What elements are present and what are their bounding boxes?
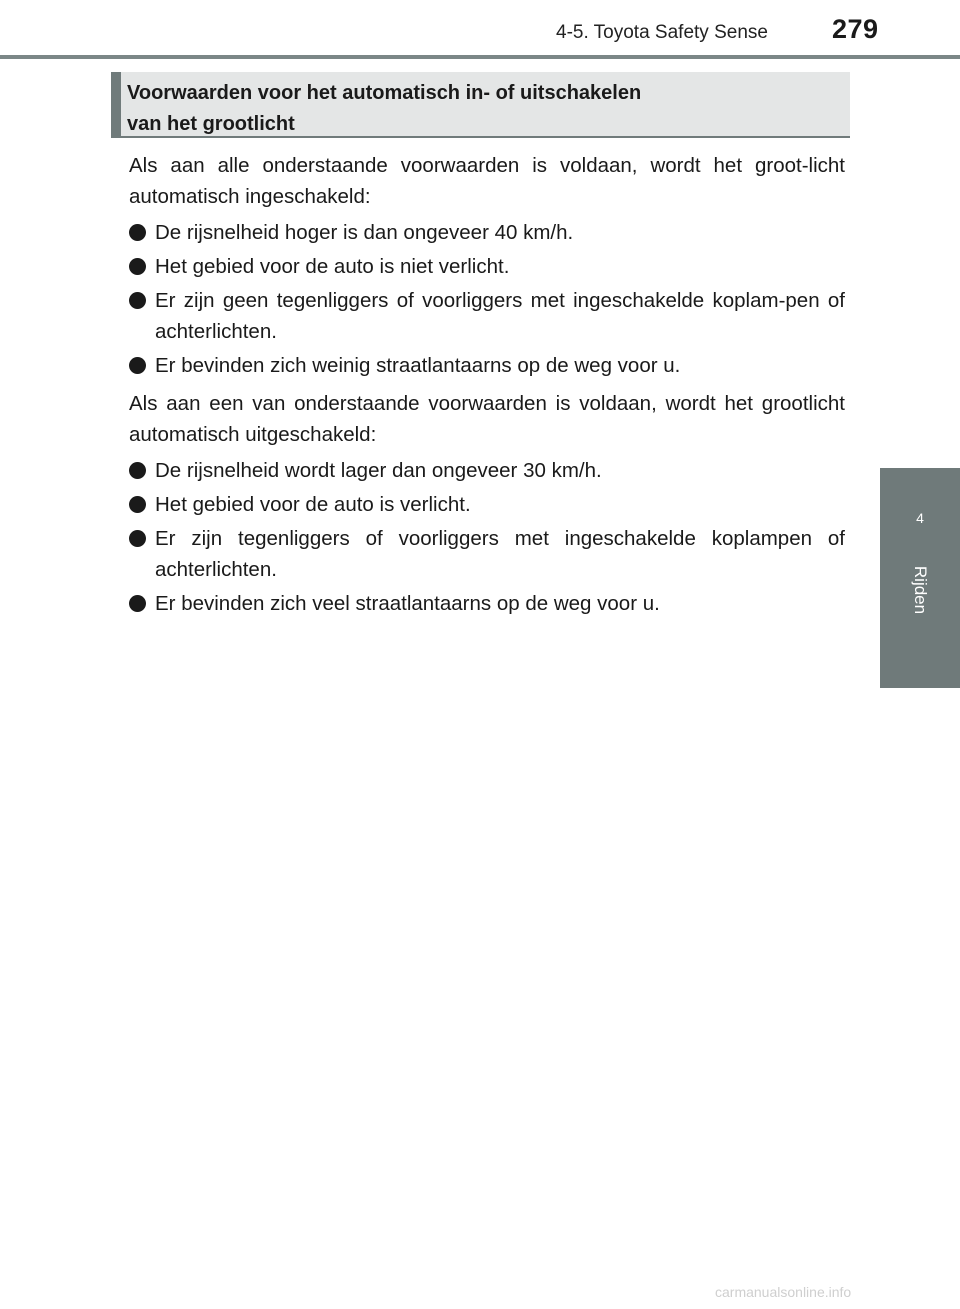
list-item: Er zijn geen tegenliggers of voorliggers met ingeschakelde koplam-pen of achterlichten.: [129, 285, 845, 347]
bullet-icon: [129, 496, 146, 513]
list-item: Er zijn tegenliggers of voorliggers met ingeschakelde koplampen of achterlichten.: [129, 523, 845, 585]
page-number: 279: [832, 14, 879, 44]
bullet-icon: [129, 357, 146, 374]
bullet-icon: [129, 462, 146, 479]
list-item: Het gebied voor de auto is verlicht.: [129, 489, 845, 520]
bullet-icon: [129, 224, 146, 241]
bullet-icon: [129, 258, 146, 275]
section-heading: [127, 78, 837, 140]
body-content: [129, 150, 845, 626]
chapter-tab-number: 4: [916, 510, 924, 526]
paragraph-switch-off: Als aan een van onderstaande voorwaarden is voldaan, wordt het grootlicht automatisch uitgeschakeld:: [129, 392, 845, 446]
bullet-icon: [129, 292, 146, 309]
list-item: Het gebied voor de auto is niet verlicht.: [129, 251, 845, 282]
list-item: De rijsnelheid hoger is dan ongeveer 40 km/h.: [129, 217, 845, 248]
chapter-tab-label: Rijden: [911, 565, 930, 615]
list-item: De rijsnelheid wordt lager dan ongeveer 30 km/h.: [129, 455, 845, 486]
header-divider: [0, 55, 960, 59]
section-heading-line-1: Voorwaarden voor het automatisch in- of uitschakelen: [127, 82, 642, 104]
list-item: Er bevinden zich weinig straatlantaarns op de weg voor u.: [129, 350, 845, 381]
list-item: Er bevinden zich veel straatlantaarns op de weg voor u.: [129, 588, 845, 619]
bullet-icon: [129, 595, 146, 612]
header-section-title: 4-5. Toyota Safety Sense: [556, 22, 768, 43]
paragraph-switch-on: Als aan alle onderstaande voorwaarden is voldaan, wordt het groot-licht automatisch ingeschakeld:: [129, 154, 845, 208]
bullet-icon: [129, 530, 146, 547]
list-switch-off-conditions: [129, 455, 845, 619]
list-switch-on-conditions: [129, 217, 845, 381]
section-heading-line-2: van het grootlicht: [127, 113, 295, 135]
watermark: carmanualsonline.info: [715, 1284, 852, 1300]
